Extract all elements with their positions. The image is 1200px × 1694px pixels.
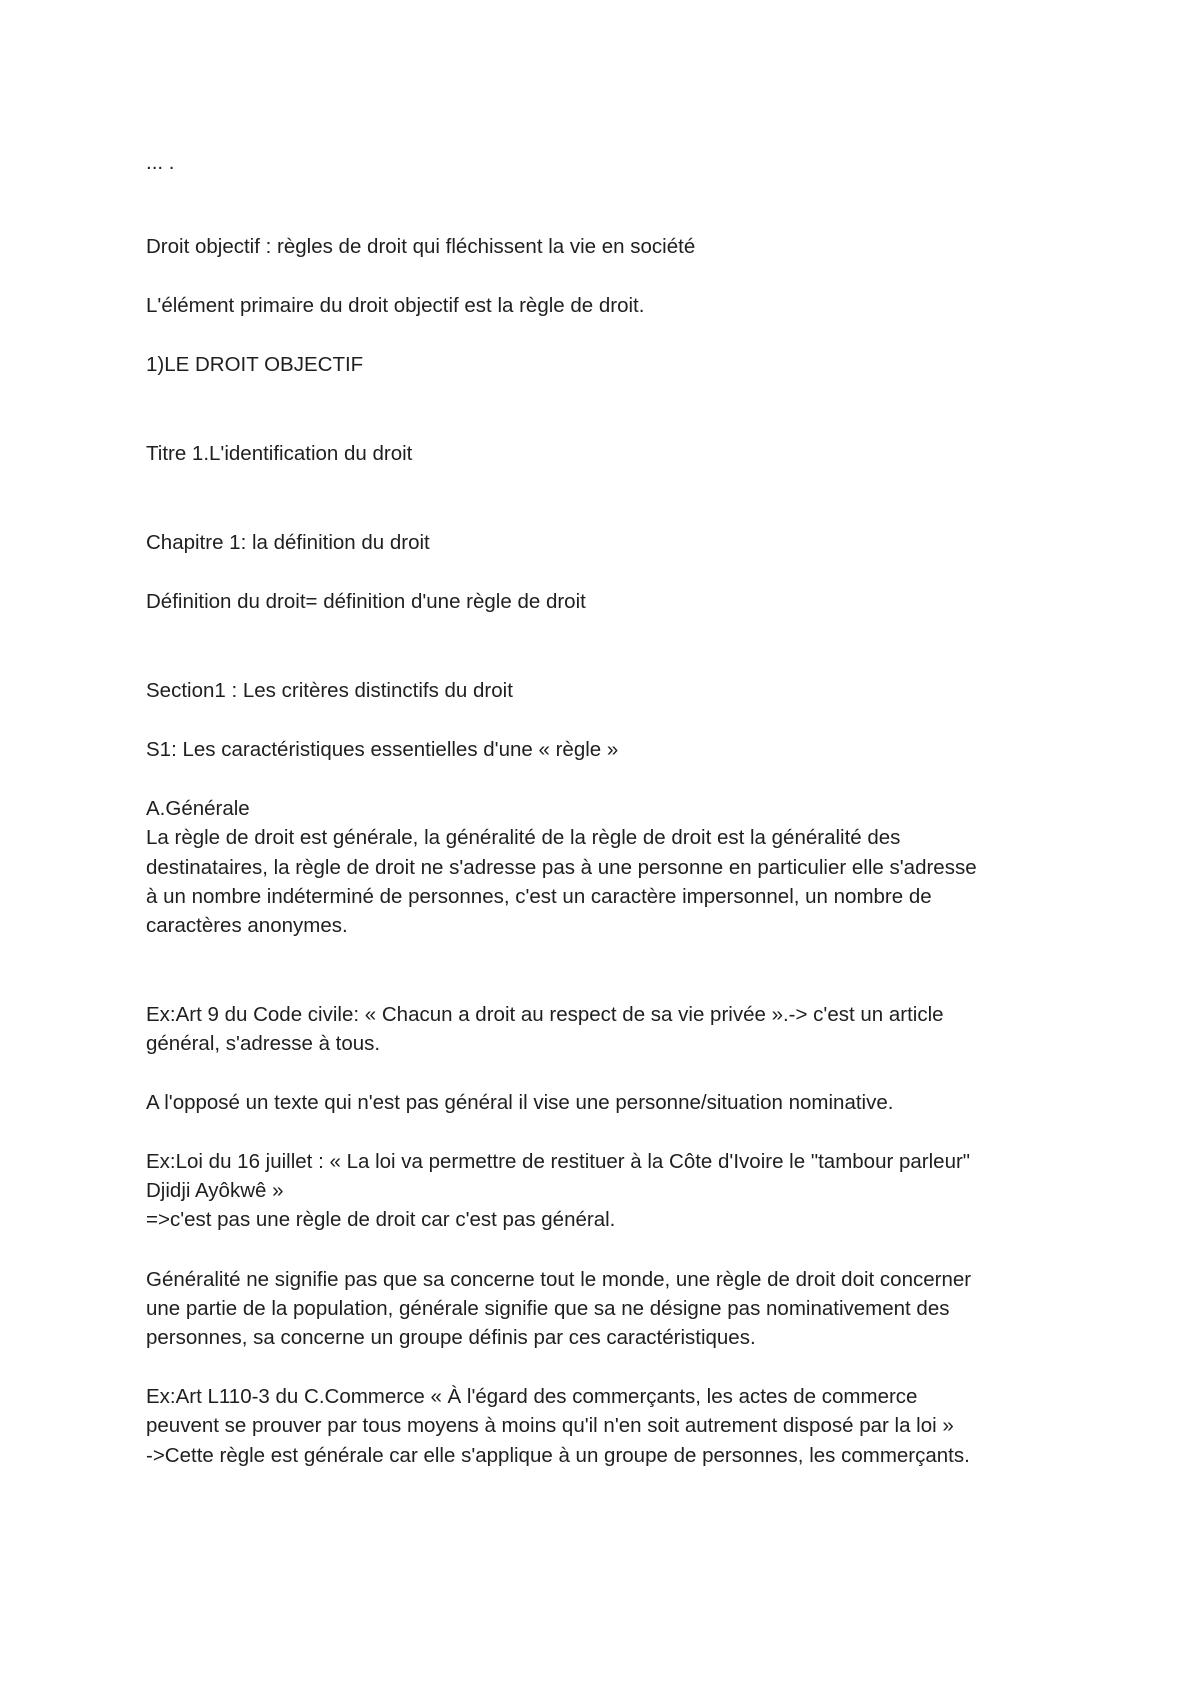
example-loi-line: =>c'est pas une règle de droit car c'est pas général. (146, 1208, 616, 1231)
paragraph-line: une partie de la population, générale signifie que sa ne désigne pas nominativement des (146, 1297, 950, 1320)
paragraph-line: A l'opposé un texte qui n'est pas général il vise une personne/situation nominative. (146, 1091, 894, 1114)
paragraph-line: Généralité ne signifie pas que sa concerne tout le monde, une règle de droit doit concerner (146, 1268, 972, 1291)
heading-section-1: Section1 : Les critères distinctifs du droit (146, 679, 513, 702)
heading-droit-objectif: 1)LE DROIT OBJECTIF (146, 353, 364, 376)
example-art-9-line: général, s'adresse à tous. (146, 1032, 381, 1055)
paragraph-line: personnes, sa concerne un groupe définis par ces caractéristiques. (146, 1326, 756, 1349)
ellipsis-line: ... . (146, 151, 175, 174)
example-art-9-line: Ex:Art 9 du Code civile: « Chacun a droit au respect de sa vie privée ».-> c'est un article (146, 1003, 944, 1026)
heading-s1: S1: Les caractéristiques essentielles d'une « règle » (146, 738, 619, 761)
example-loi-line: Djidji Ayôkwê » (146, 1179, 284, 1202)
paragraph-line: caractères anonymes. (146, 914, 348, 937)
heading-titre-1: Titre 1.L'identification du droit (146, 442, 413, 465)
heading-a-generale: A.Générale (146, 797, 250, 820)
paragraph-line: à un nombre indéterminé de personnes, c'est un caractère impersonnel, un nombre de (146, 885, 932, 908)
example-l110-3-line: peuvent se prouver par tous moyens à moins qu'il n'en soit autrement disposé par la loi » (146, 1414, 954, 1437)
element-primaire-line: L'élément primaire du droit objectif est la règle de droit. (146, 294, 645, 317)
definition-du-droit-line: Définition du droit= définition d'une règle de droit (146, 590, 586, 613)
example-l110-3-line: ->Cette règle est générale car elle s'applique à un groupe de personnes, les commerçants. (146, 1444, 970, 1467)
heading-chapitre-1: Chapitre 1: la définition du droit (146, 531, 430, 554)
example-l110-3-line: Ex:Art L110-3 du C.Commerce « À l'égard des commerçants, les actes de commerce (146, 1385, 918, 1408)
paragraph-line: La règle de droit est générale, la généralité de la règle de droit est la généralité des (146, 826, 901, 849)
definition-droit-objectif: Droit objectif : règles de droit qui fléchissent la vie en société (146, 235, 696, 258)
paragraph-line: destinataires, la règle de droit ne s'adresse pas à une personne en particulier elle s'adresse (146, 856, 977, 879)
example-loi-line: Ex:Loi du 16 juillet : « La loi va permettre de restituer à la Côte d'Ivoire le "tambour parleur" (146, 1150, 971, 1173)
